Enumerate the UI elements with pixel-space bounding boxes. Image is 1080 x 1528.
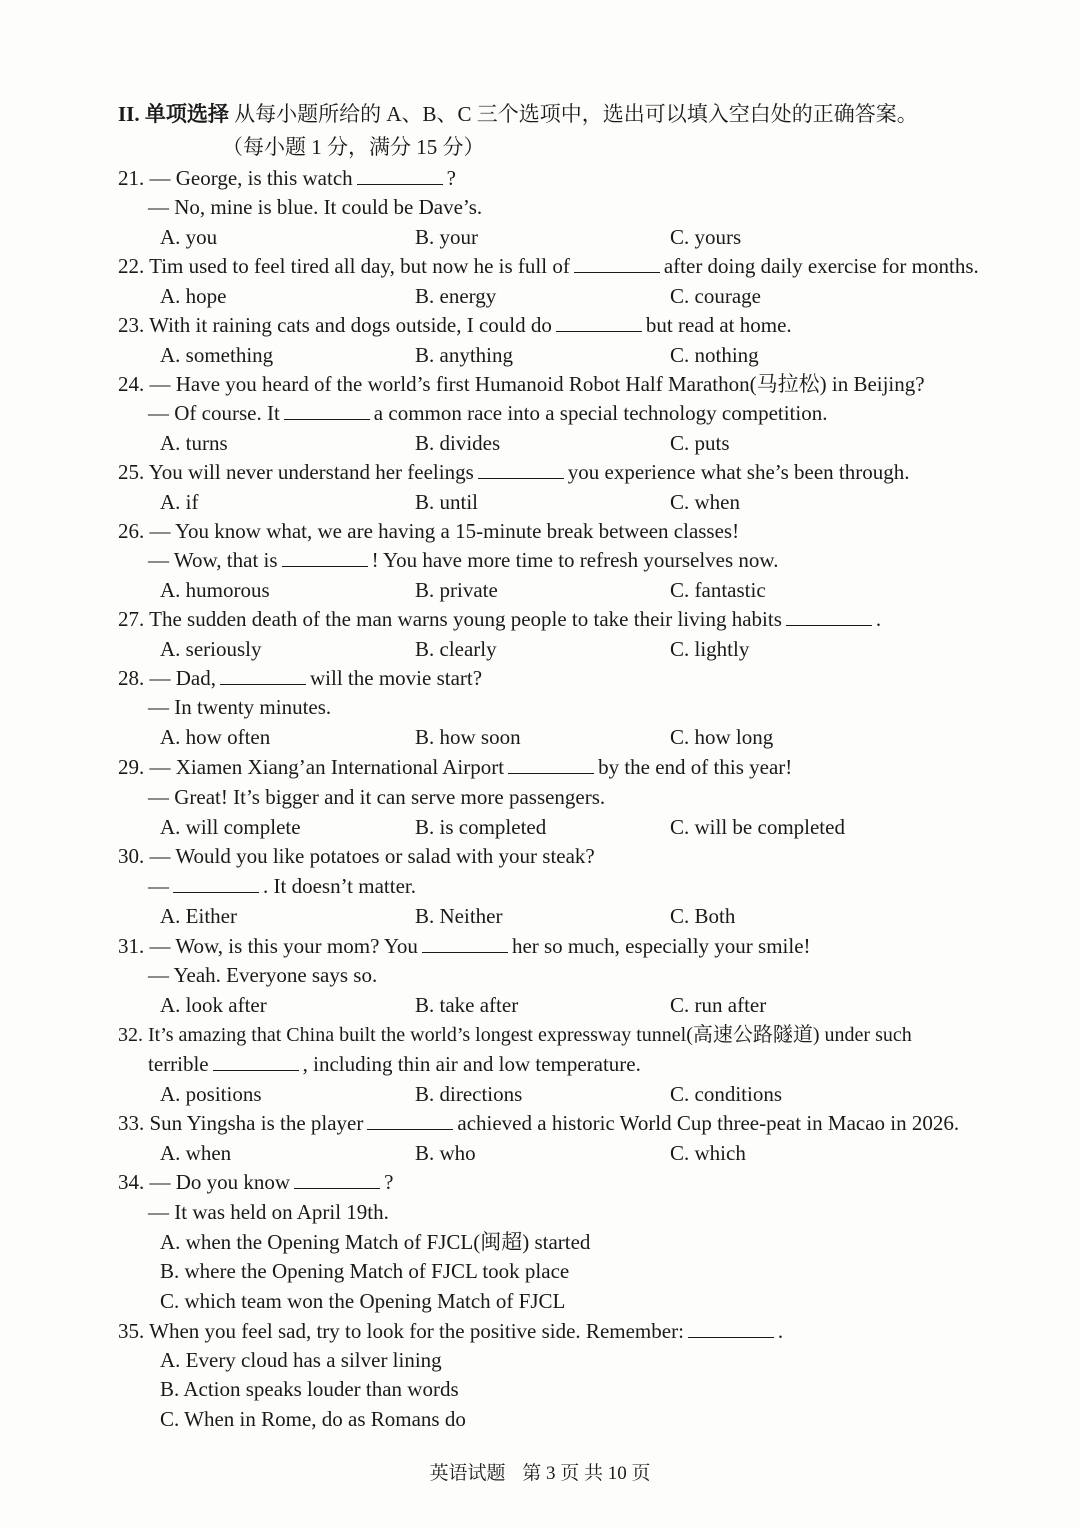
q25-option-c: C. when (670, 490, 740, 514)
q31-stem-end: her so much, especially your smile! (511, 934, 811, 958)
q23-option-a: A. something (160, 343, 274, 367)
q29-stem: 29. — Xiamen Xiang’an International Airport (118, 755, 505, 779)
q35-option-c: C. When in Rome, do as Romans do (160, 1407, 466, 1431)
q35-stem: 35. When you feel sad, try to look for the positive side. Remember: (118, 1319, 684, 1343)
answer-blank (282, 546, 368, 567)
q23-option-c: C. nothing (670, 343, 759, 367)
q26-response (148, 546, 778, 574)
q33-stem-end: achieved a historic World Cup three-peat in Macao in 2026. (457, 1111, 960, 1135)
question-34 (118, 1168, 393, 1196)
q29-option-c: C. will be completed (670, 815, 845, 839)
answer-blank (220, 664, 306, 685)
question-29 (118, 753, 792, 781)
question-32: 32. It’s amazing that China built the world’s longest expressway tunnel(高速公路隧道) under such (118, 1024, 912, 1046)
section-label: II. 单项选择 (118, 102, 229, 126)
q24-stem-end: a common race into a special technology competition. (373, 401, 828, 425)
footer-page-number: 第 3 页 共 10 页 (522, 1463, 651, 1484)
q24-option-c: C. puts (670, 431, 730, 455)
answer-blank (173, 872, 259, 893)
q31-stem: 31. — Wow, is this your mom? You (118, 934, 418, 958)
answer-blank (294, 1168, 380, 1189)
q35-option-b: B. Action speaks louder than words (160, 1377, 459, 1401)
q34-option-b: B. where the Opening Match of FJCL took place (160, 1259, 570, 1283)
q27-option-c: C. lightly (670, 637, 750, 661)
q29-option-a: A. will complete (160, 815, 301, 839)
q21-option-a: A. you (160, 225, 218, 249)
q29-option-b: B. is completed (415, 815, 547, 839)
q31-option-a: A. look after (160, 993, 267, 1017)
q34-option-c: C. which team won the Opening Match of FJCL (160, 1289, 566, 1313)
question-24: 24. — Have you heard of the world’s first Humanoid Robot Half Marathon(马拉松) in Beijing? (118, 372, 925, 396)
q30-option-c: C. Both (670, 904, 736, 928)
q25-stem-end: you experience what she’s been through. (567, 460, 910, 484)
answer-blank (574, 252, 660, 273)
section-instruction: 从每小题所给的 A、B、C 三个选项中，选出可以填入空白处的正确答案。 (234, 102, 918, 126)
q23-stem-end: but read at home. (645, 313, 792, 337)
section-heading (118, 100, 918, 128)
question-35 (118, 1317, 783, 1345)
q32-continuation (148, 1050, 641, 1078)
question-26: 26. — You know what, we are having a 15-minute break between classes! (118, 519, 740, 543)
answer-blank (508, 753, 594, 774)
q30-stem-end: . It doesn’t matter. (263, 874, 416, 898)
q33-option-a: A. when (160, 1141, 232, 1165)
q22-option-b: B. energy (415, 284, 497, 308)
q34-option-a: A. when the Opening Match of FJCL(闽超) started (160, 1230, 591, 1254)
footer-subject: 英语试题 (429, 1463, 506, 1484)
q33-option-b: B. who (415, 1141, 476, 1165)
q29-response: — Great! It’s bigger and it can serve more passengers. (148, 785, 606, 809)
q33-stem: 33. Sun Yingsha is the player (118, 1111, 364, 1135)
answer-blank (422, 932, 508, 953)
q31-option-b: B. take after (415, 993, 519, 1017)
q22-option-c: C. courage (670, 284, 761, 308)
q34-response: — It was held on April 19th. (148, 1200, 389, 1224)
section-scoring: （每小题 1 分，满分 15 分） (222, 135, 485, 159)
answer-blank (284, 399, 370, 420)
question-30: 30. — Would you like potatoes or salad with your steak? (118, 844, 595, 868)
q27-stem-end: . (875, 607, 882, 631)
q32-option-a: A. positions (160, 1082, 262, 1106)
answer-blank (367, 1109, 453, 1130)
q21-option-b: B. your (415, 225, 478, 249)
question-23 (118, 311, 792, 339)
q27-option-a: A. seriously (160, 637, 262, 661)
question-25 (118, 458, 910, 486)
q27-option-b: B. clearly (415, 637, 497, 661)
q31-response: — Yeah. Everyone says so. (148, 963, 378, 987)
q26-option-a: A. humorous (160, 578, 270, 602)
q30-option-a: A. Either (160, 904, 237, 928)
answer-blank (556, 311, 642, 332)
q26-option-c: C. fantastic (670, 578, 766, 602)
q30-response (148, 872, 416, 900)
q26-option-b: B. private (415, 578, 498, 602)
question-28 (118, 664, 482, 692)
q24-response (148, 399, 827, 427)
q32-stem: terrible (148, 1052, 209, 1076)
answer-blank (357, 164, 443, 185)
q22-stem-end: after doing daily exercise for months. (663, 254, 979, 278)
q28-option-c: C. how long (670, 725, 774, 749)
q32-option-c: C. conditions (670, 1082, 783, 1106)
question-33 (118, 1109, 959, 1137)
question-21 (118, 164, 456, 192)
answer-blank (478, 458, 564, 479)
q25-stem: 25. You will never understand her feelings (118, 460, 474, 484)
q28-response: — In twenty minutes. (148, 695, 332, 719)
question-22 (118, 252, 979, 280)
q32-option-b: B. directions (415, 1082, 523, 1106)
question-27 (118, 605, 881, 633)
q32-stem-end: , including thin air and low temperature. (302, 1052, 641, 1076)
q30-option-b: B. Neither (415, 904, 503, 928)
q23-option-b: B. anything (415, 343, 513, 367)
page-footer (0, 1458, 1080, 1485)
q26-stem: — Wow, that is (148, 548, 278, 572)
q21-response: — No, mine is blue. It could be Dave’s. (148, 195, 483, 219)
q30-stem: — (148, 874, 169, 898)
q31-option-c: C. run after (670, 993, 767, 1017)
q22-stem: 22. Tim used to feel tired all day, but now he is full of (118, 254, 570, 278)
q35-option-a: A. Every cloud has a silver lining (160, 1348, 442, 1372)
q29-stem-end: by the end of this year! (598, 755, 793, 779)
q33-option-c: C. which (670, 1141, 746, 1165)
q28-stem-end: will the movie start? (310, 666, 483, 690)
answer-blank (213, 1050, 299, 1071)
q22-option-a: A. hope (160, 284, 227, 308)
q34-stem: 34. — Do you know (118, 1170, 291, 1194)
q26-stem-end: ! You have more time to refresh yourselves now. (371, 548, 779, 572)
q24-option-b: B. divides (415, 431, 501, 455)
q24-stem: — Of course. It (148, 401, 280, 425)
q34-stem-end: ? (384, 1170, 394, 1194)
q28-stem: 28. — Dad, (118, 666, 216, 690)
answer-blank (786, 605, 872, 626)
q27-stem: 27. The sudden death of the man warns young people to take their living habits (118, 607, 782, 631)
q23-stem: 23. With it raining cats and dogs outside, I could do (118, 313, 552, 337)
q24-option-a: A. turns (160, 431, 228, 455)
question-31 (118, 932, 811, 960)
answer-blank (688, 1317, 774, 1338)
q21-option-c: C. yours (670, 225, 742, 249)
q21-stem: 21. — George, is this watch (118, 166, 353, 190)
q25-option-a: A. if (160, 490, 199, 514)
q21-stem-end: ? (446, 166, 456, 190)
q35-stem-end: . (777, 1319, 784, 1343)
q28-option-a: A. how often (160, 725, 271, 749)
q28-option-b: B. how soon (415, 725, 521, 749)
q25-option-b: B. until (415, 490, 479, 514)
